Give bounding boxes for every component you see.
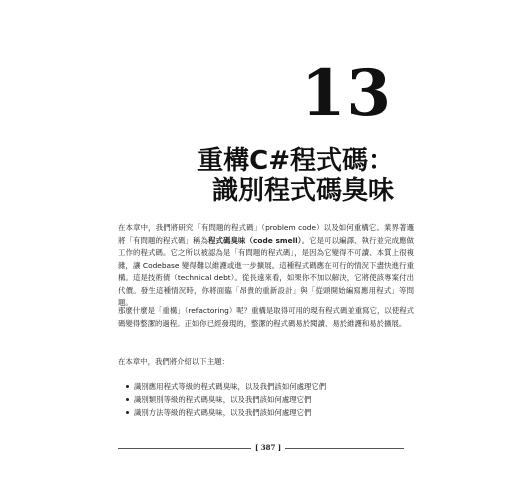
refactoring-paragraph (118, 305, 414, 330)
chapter-title-line-1: 重構C#程式碼： (197, 146, 394, 176)
topic-list (122, 380, 326, 419)
topics-intro-paragraph (118, 356, 414, 369)
chapter-number: 13 (300, 56, 392, 131)
list-item (122, 393, 326, 406)
chapter-title (94, 146, 394, 206)
bullet-icon (126, 398, 129, 401)
list-item (122, 406, 326, 419)
page-number: [ 387 ] (251, 443, 285, 453)
topic-text: 識別應用程式等級的程式碼臭味，以及我們該如何處理它們 (134, 382, 327, 391)
topics-intro-text: 在本章中，我們將介紹以下主題： (118, 357, 229, 366)
intro-text-start: 在本章中，我們將研究「有問題的程式碼」（problem code）以及如何重構它。業界著邏將「有問題的程式碼」稱為 (118, 223, 414, 245)
intro-paragraph (118, 222, 414, 310)
list-item (122, 380, 326, 393)
code-smell-term: 程式碼臭味（code smell） (208, 235, 302, 245)
chapter-title-line-2: 識別程式碼臭味 (211, 176, 394, 206)
intro-text-end: 。它是可以編譯、執行並完成應做工作的程式碼。它之所以被認為是「有問題的程式碼」，是因為它變得不可讀、本質上很複雜，讓 Codebase 變得難以維護或進一步擴展。這種程式碼應在可行的情況下盡快進行重構。這是技術債（technical debt）。從長遠來看，如果你不加以解決，它將使該專案付出代價。發生這種情況時，你將面臨「昂貴的重新設計」與「從頭開始編寫應用程式」等問題。 (118, 235, 414, 307)
refactoring-text: 那麼什麼是「重構」（refactoring）呢？重構是取得可用的現有程式碼並重寫它，以使程式碼變得整潔的過程。正如你已經發現的，整潔的程式碼易於閱讀、易於維護和易於擴展。 (118, 306, 414, 328)
topic-text: 識別方法等級的程式碼臭味，以及我們該如何處理它們 (134, 408, 312, 417)
bullet-icon (126, 385, 129, 388)
bullet-icon (126, 411, 129, 414)
topic-text: 識別類別等級的程式碼臭味，以及我們該如何處理它們 (134, 395, 312, 404)
